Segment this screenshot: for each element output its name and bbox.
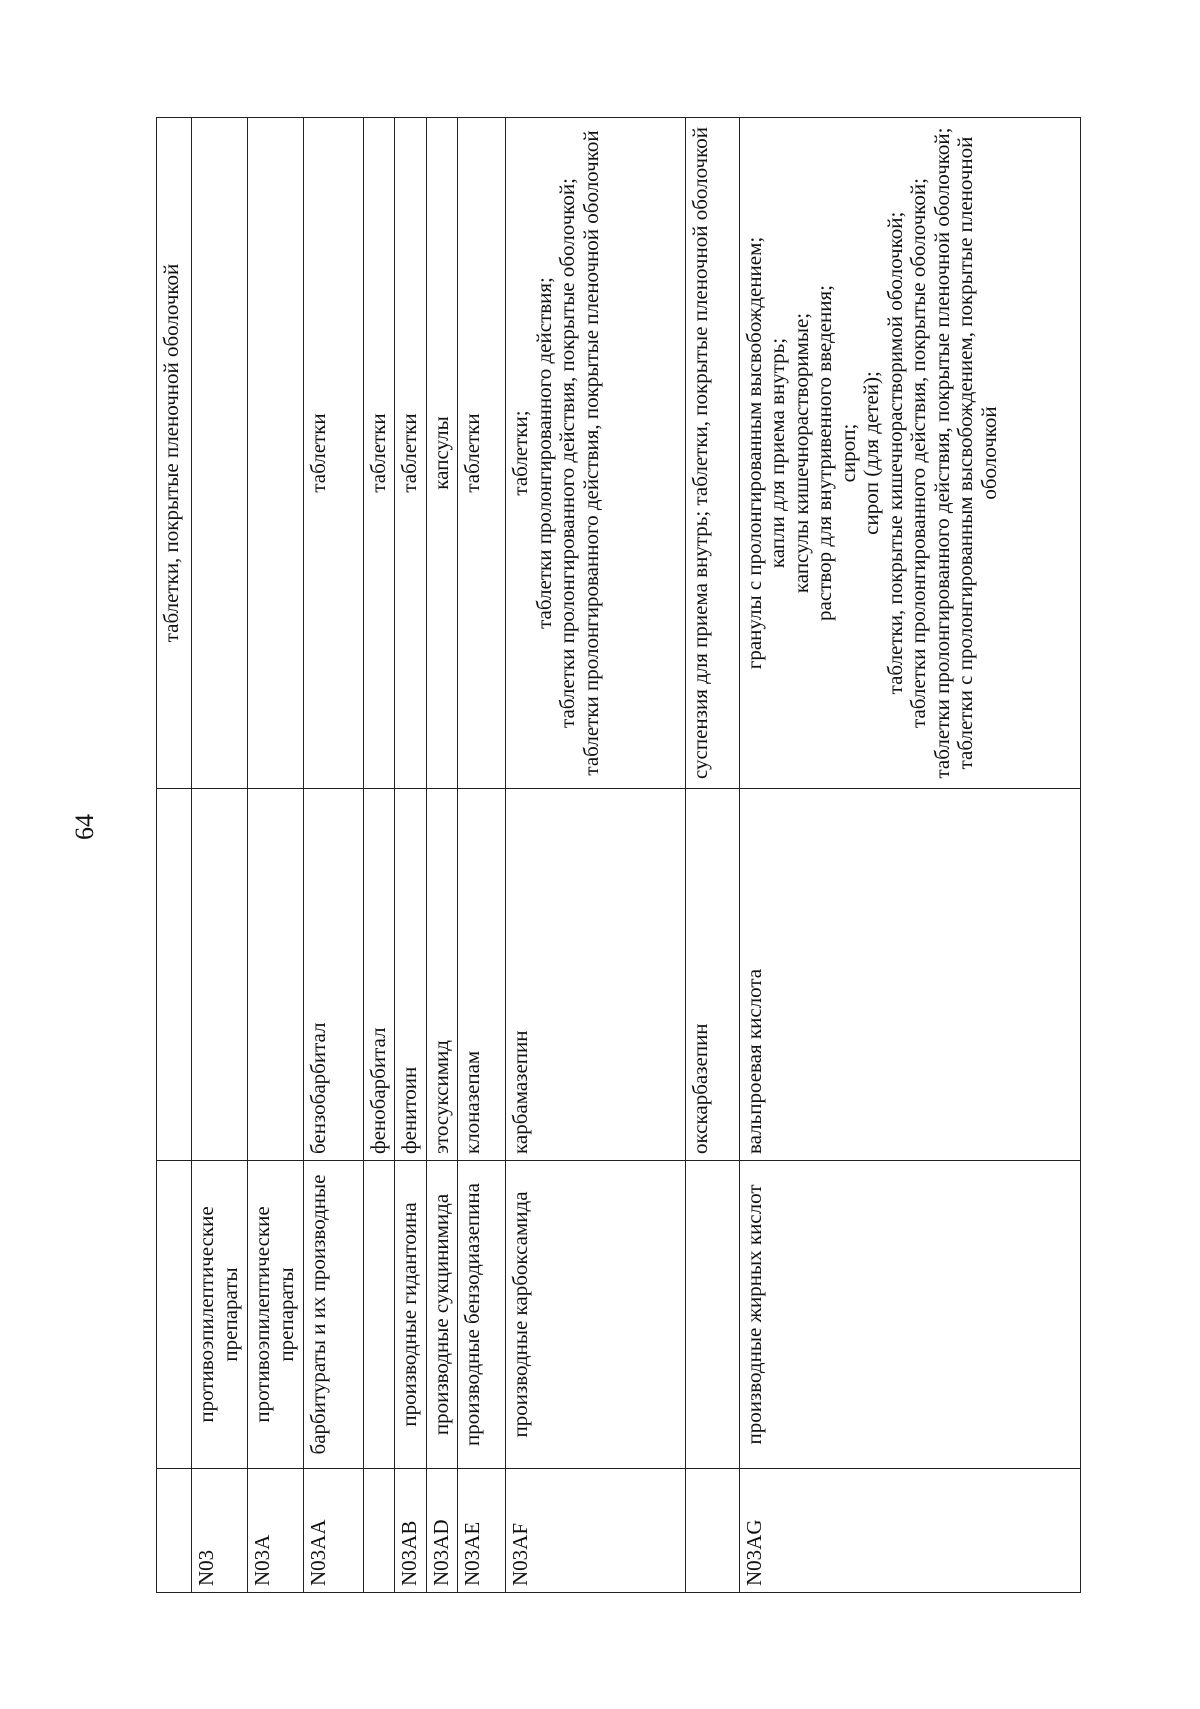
table-body — [157, 118, 1081, 1593]
dosage-form-line: таблетки — [305, 413, 330, 493]
anatomical-therapeutic-group-cell: производные бензодиазепина — [458, 1161, 506, 1469]
dosage-form-line: таблетки, покрытые пленочной оболочкой — [159, 263, 183, 643]
dosage-forms-cell — [363, 118, 395, 789]
table-row — [685, 118, 739, 1593]
drug-name-cell: фенитоин — [395, 789, 427, 1161]
dosage-form-line: гранулы с пролонгированным высвобождением; — [741, 236, 766, 670]
anatomical-therapeutic-group-cell — [363, 1161, 395, 1469]
dosage-form-line: таблетки — [397, 413, 422, 493]
drug-name-cell — [157, 789, 192, 1161]
dosage-forms-cell — [426, 118, 458, 789]
dosage-form-line: таблетки; — [508, 410, 533, 496]
anatomical-therapeutic-group-cell: барбитураты и их производные — [303, 1161, 363, 1469]
atc-code-cell: N03AE — [458, 1469, 506, 1593]
table-row — [303, 118, 363, 1593]
anatomical-therapeutic-group-cell — [685, 1161, 739, 1469]
dosage-forms-cell — [739, 118, 1080, 789]
drug-table — [156, 117, 1081, 1593]
table-row — [363, 118, 395, 1593]
anatomical-therapeutic-group-cell: противоэпилептические препараты — [192, 1161, 248, 1469]
table-row — [395, 118, 427, 1593]
drug-name-cell — [248, 789, 304, 1161]
dosage-forms-cell — [303, 118, 363, 789]
anatomical-therapeutic-group-cell: производные сукцинимида — [426, 1161, 458, 1469]
dosage-form-line: таблетки пролонгированного действия, покрытые оболочкой; — [906, 178, 931, 728]
dosage-form-line: суспензия для приема внутрь; таблетки, покрытые пленочной оболочкой — [687, 127, 712, 779]
drug-name-cell: карбамазепин — [506, 789, 686, 1161]
dosage-forms-cell — [685, 118, 739, 789]
dosage-forms-cell — [192, 118, 248, 789]
drug-name-cell: вальпроевая кислота — [739, 789, 1080, 1161]
drug-name-cell — [192, 789, 248, 1161]
dosage-form-line: таблетки пролонгированного действия, покрытые пленочной оболочкой; — [929, 127, 954, 779]
dosage-form-line: капли для приема внутрь; — [765, 337, 790, 569]
atc-code-cell: N03AA — [303, 1469, 363, 1593]
table-row — [458, 118, 506, 1593]
dosage-form-line: таблетки — [365, 413, 390, 493]
dosage-forms-cell — [157, 118, 192, 789]
dosage-form-line: таблетки, покрытые кишечнорастворимой оболочкой; — [882, 211, 907, 695]
dosage-form-line: сироп (для детей); — [859, 371, 884, 535]
dosage-form-line: таблетки пролонгированного действия, покрытые пленочной оболочкой — [578, 130, 603, 776]
atc-code-cell — [685, 1469, 739, 1593]
anatomical-therapeutic-group-cell: противоэпилептические препараты — [248, 1161, 304, 1469]
dosage-form-line: таблетки пролонгированного действия, покрытые оболочкой; — [555, 178, 580, 728]
dosage-forms-cell — [248, 118, 304, 789]
drug-name-cell: окскарбазепин — [685, 789, 739, 1161]
table-row — [248, 118, 304, 1593]
atc-code-cell: N03AB — [395, 1469, 427, 1593]
anatomical-therapeutic-group-cell: производные жирных кислот — [739, 1161, 1080, 1469]
atc-code-cell — [157, 1469, 192, 1593]
dosage-forms-cell — [506, 118, 686, 789]
dosage-form-line: сироп; — [835, 423, 860, 483]
atc-code-cell: N03 — [192, 1469, 248, 1593]
table-row — [192, 118, 248, 1593]
drug-name-cell: клоназепам — [458, 789, 506, 1161]
document-sheet — [156, 118, 1081, 1593]
drug-name-cell: бензобарбитал — [303, 789, 363, 1161]
table-row — [157, 118, 192, 1593]
anatomical-therapeutic-group-cell: производные карбоксамида — [506, 1161, 686, 1469]
drug-name-cell: этосуксимид — [426, 789, 458, 1161]
dosage-form-line: капсулы — [428, 416, 453, 490]
atc-code-cell — [363, 1469, 395, 1593]
page-number: 64 — [70, 814, 99, 840]
dosage-forms-cell — [458, 118, 506, 789]
table-row — [506, 118, 686, 1593]
dosage-form-line: раствор для внутривенного введения; — [812, 285, 837, 621]
table-row — [739, 118, 1080, 1593]
dosage-form-line: таблетки пролонгированного действия; — [531, 277, 556, 629]
atc-code-cell: N03A — [248, 1469, 304, 1593]
table-row — [426, 118, 458, 1593]
anatomical-therapeutic-group-cell: производные гидантоина — [395, 1161, 427, 1469]
drug-name-cell: фенобарбитал — [363, 789, 395, 1161]
anatomical-therapeutic-group-cell — [157, 1161, 192, 1469]
dosage-form-line: капсулы кишечнорастворимые; — [788, 312, 813, 594]
atc-code-cell: N03AF — [506, 1469, 686, 1593]
dosage-forms-cell — [395, 118, 427, 789]
dosage-form-line: таблетки с пролонгированным высвобождением, покрытые пленочной оболочкой — [953, 136, 1001, 770]
atc-code-cell: N03AD — [426, 1469, 458, 1593]
atc-code-cell: N03AG — [739, 1469, 1080, 1593]
dosage-form-line: таблетки — [460, 413, 485, 493]
